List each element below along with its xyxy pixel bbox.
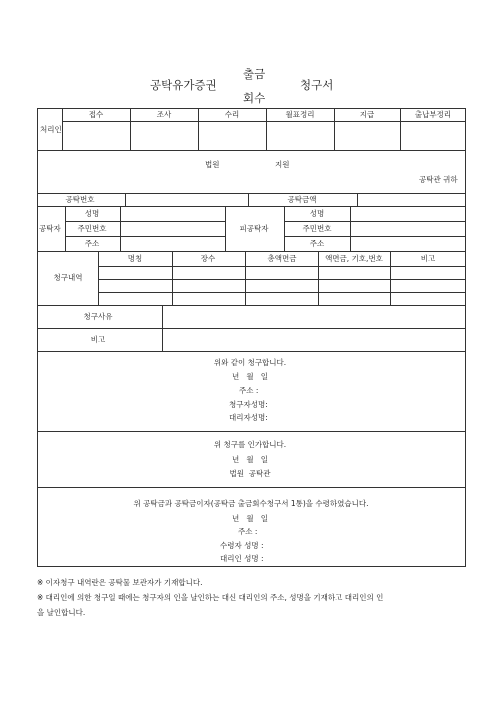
depositor-id-label: 주민번호	[77, 224, 107, 233]
claim-col-name: 명칭	[127, 254, 143, 263]
receipt-address: 주소 :	[238, 527, 258, 536]
beneficiary-address-label: 주소	[309, 239, 325, 248]
claim-col-remarks: 비고	[420, 254, 436, 263]
deposit-number-label: 공탁번호	[65, 195, 95, 204]
depositor-address-label: 주소	[84, 239, 100, 248]
claim-agent-name: 대리자성명:	[229, 413, 268, 422]
col-payment: 지급	[359, 110, 375, 119]
approval-officer: 법원 공탁관	[229, 469, 271, 478]
processor-label: 처리인	[40, 125, 62, 134]
beneficiary-label: 피공탁자	[239, 224, 269, 233]
addressee: 공탁관 귀하	[419, 175, 458, 184]
title-recover: 회수	[243, 91, 266, 105]
depositor-label: 공탁자	[39, 224, 61, 233]
approval-statement: 위 청구를 인가합니다.	[213, 440, 287, 449]
claim-details-label: 청구내역	[53, 273, 83, 282]
claim-statement: 위와 같이 청구합니다.	[213, 358, 287, 367]
col-monthly: 월표정리	[285, 110, 315, 119]
claim-col-count: 장수	[200, 254, 216, 263]
receipt-date: 년 월 일	[231, 514, 269, 523]
branch-label: 지원	[275, 160, 290, 169]
title-withdraw: 출금	[243, 67, 266, 81]
beneficiary-id-label: 주민번호	[302, 224, 332, 233]
title-claim: 청구서	[300, 78, 334, 92]
note-2: ※ 대리인에 의한 청구일 때에는 청구자의 인을 날인하는 대신 대리인의 주소, 성명을 기재하고 대리인의 인	[37, 593, 384, 602]
claim-col-face: 액면금, 기호,번호	[325, 254, 383, 263]
claimant-name: 청구자성명:	[229, 400, 268, 409]
depositor-name-label: 성명	[84, 209, 100, 218]
beneficiary-name-label: 성명	[309, 209, 325, 218]
note-1: ※ 이자청구 내역란은 공탁물 보관자가 기재합니다.	[37, 578, 203, 587]
receiver-name: 수령자 성명 :	[220, 541, 264, 550]
approval-date: 년 월 일	[231, 455, 269, 464]
note-2-continued: 을 날인합니다.	[37, 608, 86, 617]
claim-address: 주소 :	[239, 386, 259, 395]
deposit-amount-label: 공탁금액	[287, 195, 317, 204]
col-review: 조사	[156, 110, 172, 119]
col-receipt: 접수	[88, 110, 104, 119]
claim-date: 년 월 일	[231, 372, 269, 381]
col-acceptance: 수리	[224, 110, 240, 119]
receipt-agent-name: 대리인 성명 :	[220, 554, 264, 563]
court-label: 법원	[205, 160, 220, 169]
col-ledger: 출납부정리	[414, 110, 452, 119]
claim-reason-label: 청구사유	[83, 312, 113, 321]
remarks-label: 비고	[90, 335, 106, 344]
claim-col-total: 총액면금	[267, 254, 297, 263]
receipt-statement: 위 공탁금과 공탁금이자(공탁금 출금회수청구서 1통)을 수령하였습니다.	[133, 499, 369, 508]
title-main: 공탁유가증권	[150, 78, 217, 92]
